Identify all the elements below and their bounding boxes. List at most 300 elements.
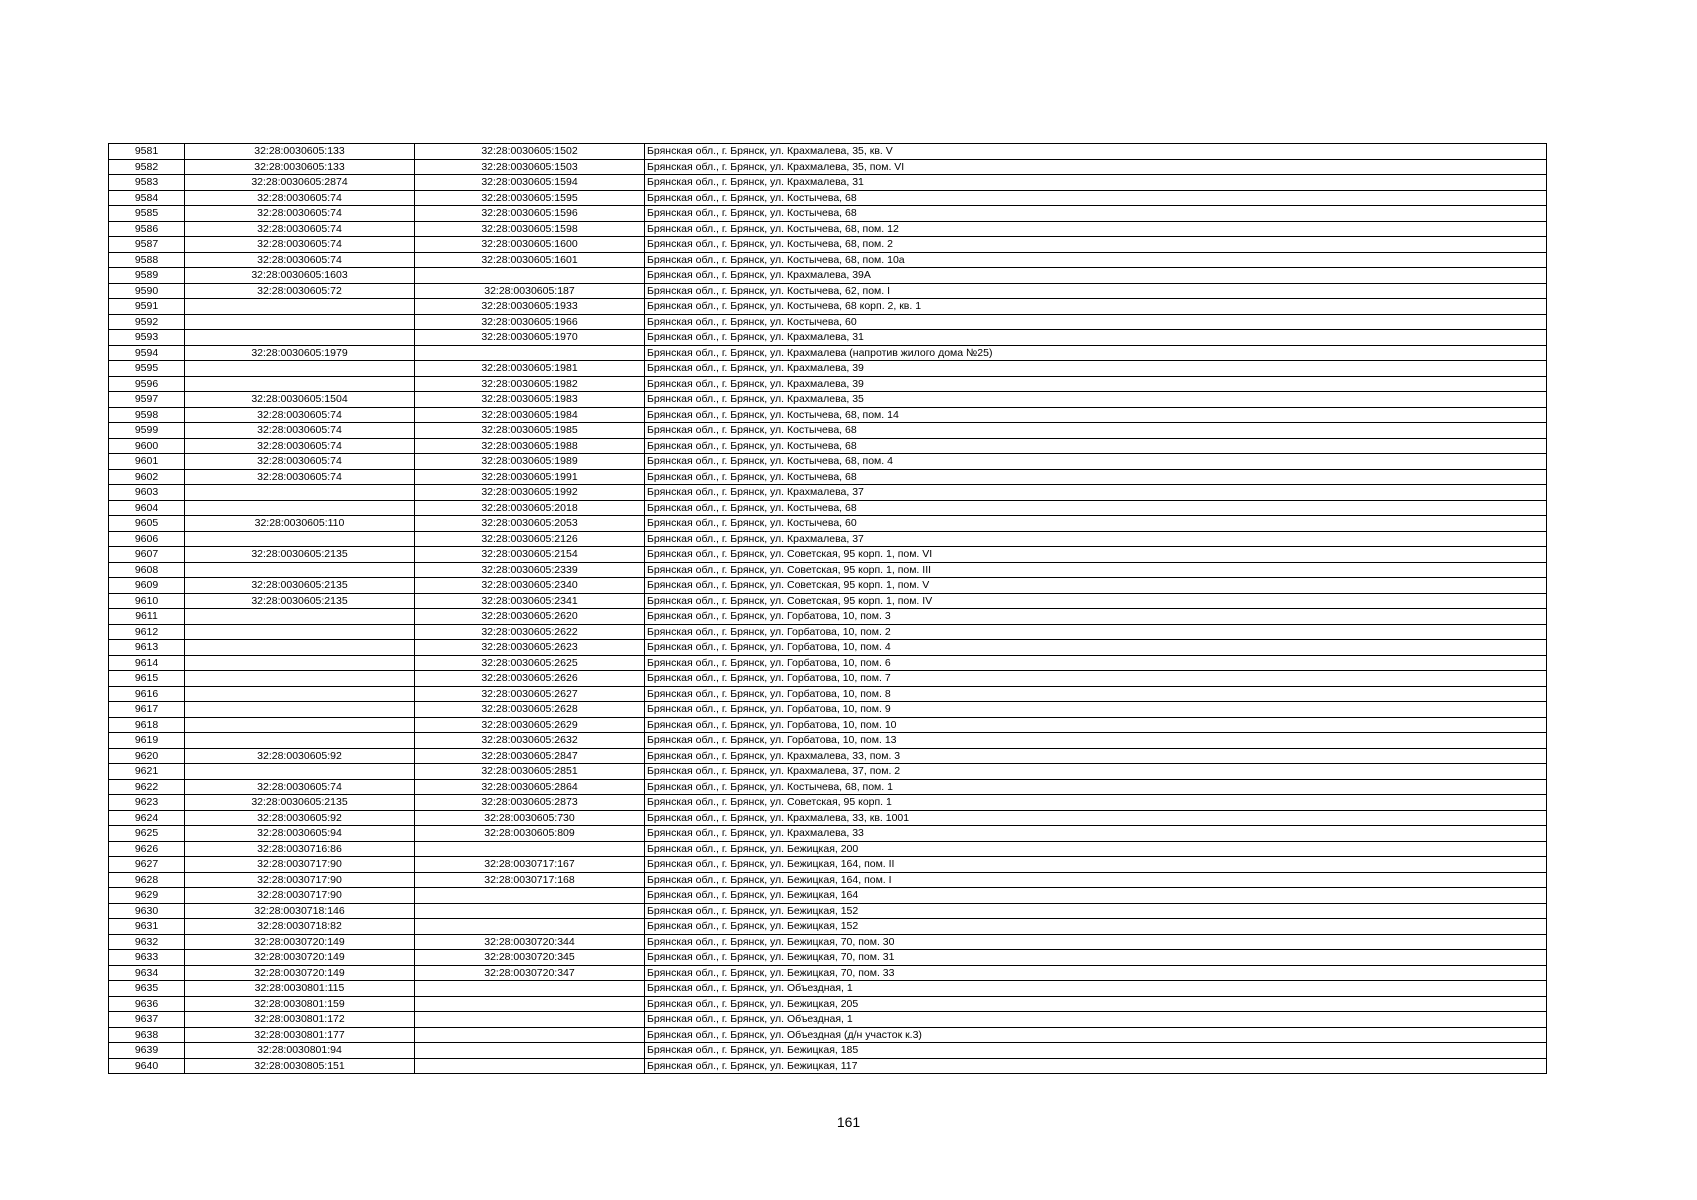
object-cadastral-number-cell: 32:28:0030605:2625 <box>415 655 645 671</box>
row-number-cell: 9612 <box>109 624 185 640</box>
object-cadastral-number-cell <box>415 903 645 919</box>
object-cadastral-number-cell: 32:28:0030605:2154 <box>415 547 645 563</box>
row-number-cell: 9632 <box>109 934 185 950</box>
address-cell: Брянская обл., г. Брянск, ул. Горбатова, 10, пом. 10 <box>645 717 1547 733</box>
table-row <box>109 423 1547 439</box>
row-number-cell: 9623 <box>109 795 185 811</box>
table-row <box>109 1027 1547 1043</box>
table-row <box>109 996 1547 1012</box>
address-cell: Брянская обл., г. Брянск, ул. Крахмалева, 33, кв. 1001 <box>645 810 1547 826</box>
parcel-cadastral-number-cell: 32:28:0030720:149 <box>185 950 415 966</box>
table-row <box>109 283 1547 299</box>
object-cadastral-number-cell: 32:28:0030605:1598 <box>415 221 645 237</box>
table-row <box>109 903 1547 919</box>
parcel-cadastral-number-cell <box>185 330 415 346</box>
parcel-cadastral-number-cell: 32:28:0030605:74 <box>185 206 415 222</box>
table-row <box>109 857 1547 873</box>
row-number-cell: 9611 <box>109 609 185 625</box>
address-cell: Брянская обл., г. Брянск, ул. Костычева, 68 корп. 2, кв. 1 <box>645 299 1547 315</box>
parcel-cadastral-number-cell: 32:28:0030605:74 <box>185 221 415 237</box>
parcel-cadastral-number-cell: 32:28:0030718:146 <box>185 903 415 919</box>
object-cadastral-number-cell: 32:28:0030605:187 <box>415 283 645 299</box>
object-cadastral-number-cell: 32:28:0030605:809 <box>415 826 645 842</box>
table-row <box>109 686 1547 702</box>
address-cell: Брянская обл., г. Брянск, ул. Советская, 95 корп. 1, пом. III <box>645 562 1547 578</box>
table-row <box>109 671 1547 687</box>
parcel-cadastral-number-cell: 32:28:0030605:133 <box>185 144 415 160</box>
parcel-cadastral-number-cell: 32:28:0030717:90 <box>185 888 415 904</box>
address-cell: Брянская обл., г. Брянск, ул. Горбатова, 10, пом. 7 <box>645 671 1547 687</box>
address-cell: Брянская обл., г. Брянск, ул. Костычева, 68, пом. 1 <box>645 779 1547 795</box>
table-row <box>109 500 1547 516</box>
object-cadastral-number-cell: 32:28:0030605:1933 <box>415 299 645 315</box>
address-cell: Брянская обл., г. Брянск, ул. Крахмалева, 35, пом. VI <box>645 159 1547 175</box>
address-cell: Брянская обл., г. Брянск, ул. Бежицкая, 117 <box>645 1058 1547 1074</box>
object-cadastral-number-cell <box>415 919 645 935</box>
address-cell: Брянская обл., г. Брянск, ул. Крахмалева, 37 <box>645 485 1547 501</box>
parcel-cadastral-number-cell: 32:28:0030801:177 <box>185 1027 415 1043</box>
object-cadastral-number-cell: 32:28:0030605:2126 <box>415 531 645 547</box>
parcel-cadastral-number-cell: 32:28:0030605:1504 <box>185 392 415 408</box>
parcel-cadastral-number-cell: 32:28:0030605:92 <box>185 810 415 826</box>
address-cell: Брянская обл., г. Брянск, ул. Советская, 95 корп. 1, пом. IV <box>645 593 1547 609</box>
row-number-cell: 9615 <box>109 671 185 687</box>
parcel-cadastral-number-cell: 32:28:0030605:74 <box>185 469 415 485</box>
address-cell: Брянская обл., г. Брянск, ул. Бежицкая, 205 <box>645 996 1547 1012</box>
table-row <box>109 562 1547 578</box>
table-row <box>109 1043 1547 1059</box>
table-row <box>109 531 1547 547</box>
row-number-cell: 9593 <box>109 330 185 346</box>
object-cadastral-number-cell: 32:28:0030605:1985 <box>415 423 645 439</box>
table-row <box>109 934 1547 950</box>
object-cadastral-number-cell: 32:28:0030605:2628 <box>415 702 645 718</box>
address-cell: Брянская обл., г. Брянск, ул. Бежицкая, 152 <box>645 903 1547 919</box>
table-row <box>109 826 1547 842</box>
parcel-cadastral-number-cell <box>185 531 415 547</box>
parcel-cadastral-number-cell <box>185 764 415 780</box>
address-cell: Брянская обл., г. Брянск, ул. Советская, 95 корп. 1, пом. VI <box>645 547 1547 563</box>
parcel-cadastral-number-cell <box>185 299 415 315</box>
row-number-cell: 9614 <box>109 655 185 671</box>
table-row <box>109 221 1547 237</box>
address-cell: Брянская обл., г. Брянск, ул. Костычева, 68 <box>645 190 1547 206</box>
object-cadastral-number-cell <box>415 981 645 997</box>
address-cell: Брянская обл., г. Брянск, ул. Крахмалева, 37 <box>645 531 1547 547</box>
object-cadastral-number-cell: 32:28:0030605:2018 <box>415 500 645 516</box>
row-number-cell: 9607 <box>109 547 185 563</box>
table-row <box>109 733 1547 749</box>
property-register-table <box>108 143 1547 1074</box>
parcel-cadastral-number-cell: 32:28:0030720:149 <box>185 934 415 950</box>
row-number-cell: 9638 <box>109 1027 185 1043</box>
address-cell: Брянская обл., г. Брянск, ул. Советская, 95 корп. 1, пом. V <box>645 578 1547 594</box>
parcel-cadastral-number-cell: 32:28:0030605:74 <box>185 454 415 470</box>
parcel-cadastral-number-cell <box>185 733 415 749</box>
row-number-cell: 9584 <box>109 190 185 206</box>
parcel-cadastral-number-cell <box>185 500 415 516</box>
table-row <box>109 252 1547 268</box>
parcel-cadastral-number-cell: 32:28:0030605:94 <box>185 826 415 842</box>
address-cell: Брянская обл., г. Брянск, ул. Крахмалева, 35 <box>645 392 1547 408</box>
table-row <box>109 764 1547 780</box>
parcel-cadastral-number-cell: 32:28:0030801:94 <box>185 1043 415 1059</box>
page-number: 161 <box>836 1114 861 1130</box>
row-number-cell: 9634 <box>109 965 185 981</box>
parcel-cadastral-number-cell <box>185 686 415 702</box>
object-cadastral-number-cell: 32:28:0030605:2864 <box>415 779 645 795</box>
table-row <box>109 578 1547 594</box>
address-cell: Брянская обл., г. Брянск, ул. Горбатова, 10, пом. 9 <box>645 702 1547 718</box>
object-cadastral-number-cell: 32:28:0030605:2339 <box>415 562 645 578</box>
object-cadastral-number-cell <box>415 345 645 361</box>
table-row <box>109 795 1547 811</box>
table-row <box>109 872 1547 888</box>
row-number-cell: 9635 <box>109 981 185 997</box>
object-cadastral-number-cell: 32:28:0030605:1982 <box>415 376 645 392</box>
address-cell: Брянская обл., г. Брянск, ул. Костычева, 60 <box>645 516 1547 532</box>
address-cell: Брянская обл., г. Брянск, ул. Крахмалева, 35, кв. V <box>645 144 1547 160</box>
object-cadastral-number-cell: 32:28:0030605:1989 <box>415 454 645 470</box>
object-cadastral-number-cell: 32:28:0030605:2873 <box>415 795 645 811</box>
table-row <box>109 268 1547 284</box>
object-cadastral-number-cell: 32:28:0030605:1970 <box>415 330 645 346</box>
table-row <box>109 919 1547 935</box>
row-number-cell: 9586 <box>109 221 185 237</box>
row-number-cell: 9625 <box>109 826 185 842</box>
parcel-cadastral-number-cell: 32:28:0030717:90 <box>185 857 415 873</box>
parcel-cadastral-number-cell <box>185 655 415 671</box>
row-number-cell: 9605 <box>109 516 185 532</box>
table-row <box>109 237 1547 253</box>
row-number-cell: 9610 <box>109 593 185 609</box>
object-cadastral-number-cell: 32:28:0030605:1595 <box>415 190 645 206</box>
table-row <box>109 593 1547 609</box>
object-cadastral-number-cell: 32:28:0030605:1502 <box>415 144 645 160</box>
address-cell: Брянская обл., г. Брянск, ул. Объездная (д/н участок к.3) <box>645 1027 1547 1043</box>
row-number-cell: 9600 <box>109 438 185 454</box>
address-cell: Брянская обл., г. Брянск, ул. Костычева, 68 <box>645 438 1547 454</box>
parcel-cadastral-number-cell <box>185 562 415 578</box>
parcel-cadastral-number-cell: 32:28:0030605:133 <box>185 159 415 175</box>
object-cadastral-number-cell: 32:28:0030605:2629 <box>415 717 645 733</box>
address-cell: Брянская обл., г. Брянск, ул. Горбатова, 10, пом. 13 <box>645 733 1547 749</box>
address-cell: Брянская обл., г. Брянск, ул. Костычева, 68, пом. 2 <box>645 237 1547 253</box>
row-number-cell: 9640 <box>109 1058 185 1074</box>
object-cadastral-number-cell: 32:28:0030605:2053 <box>415 516 645 532</box>
address-cell: Брянская обл., г. Брянск, ул. Бежицкая, 70, пом. 31 <box>645 950 1547 966</box>
object-cadastral-number-cell: 32:28:0030720:344 <box>415 934 645 950</box>
address-cell: Брянская обл., г. Брянск, ул. Костычева, 68, пом. 10а <box>645 252 1547 268</box>
row-number-cell: 9592 <box>109 314 185 330</box>
table-row <box>109 1012 1547 1028</box>
row-number-cell: 9628 <box>109 872 185 888</box>
parcel-cadastral-number-cell: 32:28:0030718:82 <box>185 919 415 935</box>
table-body <box>109 144 1547 1074</box>
parcel-cadastral-number-cell: 32:28:0030605:1603 <box>185 268 415 284</box>
object-cadastral-number-cell: 32:28:0030605:2620 <box>415 609 645 625</box>
table-row <box>109 330 1547 346</box>
address-cell: Брянская обл., г. Брянск, ул. Бежицкая, 164 <box>645 888 1547 904</box>
row-number-cell: 9637 <box>109 1012 185 1028</box>
parcel-cadastral-number-cell: 32:28:0030805:151 <box>185 1058 415 1074</box>
table-row <box>109 779 1547 795</box>
row-number-cell: 9618 <box>109 717 185 733</box>
object-cadastral-number-cell: 32:28:0030605:1601 <box>415 252 645 268</box>
table-row <box>109 299 1547 315</box>
object-cadastral-number-cell: 32:28:0030605:1966 <box>415 314 645 330</box>
object-cadastral-number-cell <box>415 1012 645 1028</box>
row-number-cell: 9596 <box>109 376 185 392</box>
row-number-cell: 9604 <box>109 500 185 516</box>
address-cell: Брянская обл., г. Брянск, ул. Бежицкая, 200 <box>645 841 1547 857</box>
row-number-cell: 9595 <box>109 361 185 377</box>
parcel-cadastral-number-cell <box>185 624 415 640</box>
parcel-cadastral-number-cell: 32:28:0030605:74 <box>185 252 415 268</box>
parcel-cadastral-number-cell: 32:28:0030801:159 <box>185 996 415 1012</box>
parcel-cadastral-number-cell: 32:28:0030605:74 <box>185 779 415 795</box>
parcel-cadastral-number-cell <box>185 671 415 687</box>
table-row <box>109 454 1547 470</box>
table-row <box>109 516 1547 532</box>
table-row <box>109 981 1547 997</box>
row-number-cell: 9639 <box>109 1043 185 1059</box>
row-number-cell: 9603 <box>109 485 185 501</box>
object-cadastral-number-cell: 32:28:0030605:1992 <box>415 485 645 501</box>
object-cadastral-number-cell: 32:28:0030605:2847 <box>415 748 645 764</box>
parcel-cadastral-number-cell: 32:28:0030605:2874 <box>185 175 415 191</box>
row-number-cell: 9609 <box>109 578 185 594</box>
parcel-cadastral-number-cell: 32:28:0030605:2135 <box>185 795 415 811</box>
object-cadastral-number-cell: 32:28:0030720:347 <box>415 965 645 981</box>
object-cadastral-number-cell <box>415 1043 645 1059</box>
row-number-cell: 9590 <box>109 283 185 299</box>
table-row <box>109 361 1547 377</box>
object-cadastral-number-cell <box>415 1058 645 1074</box>
row-number-cell: 9616 <box>109 686 185 702</box>
table-row <box>109 345 1547 361</box>
object-cadastral-number-cell: 32:28:0030605:1503 <box>415 159 645 175</box>
address-cell: Брянская обл., г. Брянск, ул. Костычева, 68, пом. 12 <box>645 221 1547 237</box>
row-number-cell: 9619 <box>109 733 185 749</box>
parcel-cadastral-number-cell <box>185 485 415 501</box>
object-cadastral-number-cell: 32:28:0030605:1594 <box>415 175 645 191</box>
address-cell: Брянская обл., г. Брянск, ул. Крахмалева, 37, пом. 2 <box>645 764 1547 780</box>
row-number-cell: 9621 <box>109 764 185 780</box>
address-cell: Брянская обл., г. Брянск, ул. Крахмалева, 31 <box>645 175 1547 191</box>
table-row <box>109 314 1547 330</box>
address-cell: Брянская обл., г. Брянск, ул. Костычева, 68, пом. 4 <box>645 454 1547 470</box>
row-number-cell: 9631 <box>109 919 185 935</box>
parcel-cadastral-number-cell: 32:28:0030605:1979 <box>185 345 415 361</box>
row-number-cell: 9591 <box>109 299 185 315</box>
parcel-cadastral-number-cell: 32:28:0030605:110 <box>185 516 415 532</box>
parcel-cadastral-number-cell <box>185 314 415 330</box>
table-row <box>109 624 1547 640</box>
table-row <box>109 392 1547 408</box>
object-cadastral-number-cell: 32:28:0030605:1988 <box>415 438 645 454</box>
object-cadastral-number-cell: 32:28:0030605:2626 <box>415 671 645 687</box>
table-row <box>109 702 1547 718</box>
address-cell: Брянская обл., г. Брянск, ул. Горбатова, 10, пом. 8 <box>645 686 1547 702</box>
address-cell: Брянская обл., г. Брянск, ул. Бежицкая, 152 <box>645 919 1547 935</box>
address-cell: Брянская обл., г. Брянск, ул. Объездная, 1 <box>645 981 1547 997</box>
row-number-cell: 9588 <box>109 252 185 268</box>
parcel-cadastral-number-cell <box>185 609 415 625</box>
table-row <box>109 965 1547 981</box>
address-cell: Брянская обл., г. Брянск, ул. Костычева, 68 <box>645 206 1547 222</box>
address-cell: Брянская обл., г. Брянск, ул. Крахмалева, 39 <box>645 361 1547 377</box>
parcel-cadastral-number-cell <box>185 640 415 656</box>
object-cadastral-number-cell: 32:28:0030605:1984 <box>415 407 645 423</box>
address-cell: Брянская обл., г. Брянск, ул. Бежицкая, 185 <box>645 1043 1547 1059</box>
object-cadastral-number-cell: 32:28:0030605:1600 <box>415 237 645 253</box>
table-row <box>109 190 1547 206</box>
object-cadastral-number-cell <box>415 888 645 904</box>
table-row <box>109 950 1547 966</box>
object-cadastral-number-cell: 32:28:0030605:730 <box>415 810 645 826</box>
address-cell: Брянская обл., г. Брянск, ул. Бежицкая, 70, пом. 33 <box>645 965 1547 981</box>
address-cell: Брянская обл., г. Брянск, ул. Крахмалева, 39А <box>645 268 1547 284</box>
table-row <box>109 717 1547 733</box>
table-row <box>109 609 1547 625</box>
parcel-cadastral-number-cell: 32:28:0030801:115 <box>185 981 415 997</box>
table-row <box>109 547 1547 563</box>
address-cell: Брянская обл., г. Брянск, ул. Горбатова, 10, пом. 6 <box>645 655 1547 671</box>
object-cadastral-number-cell: 32:28:0030605:1596 <box>415 206 645 222</box>
address-cell: Брянская обл., г. Брянск, ул. Костычева, 68 <box>645 500 1547 516</box>
address-cell: Брянская обл., г. Брянск, ул. Крахмалева (напротив жилого дома №25) <box>645 345 1547 361</box>
address-cell: Брянская обл., г. Брянск, ул. Горбатова, 10, пом. 2 <box>645 624 1547 640</box>
row-number-cell: 9624 <box>109 810 185 826</box>
row-number-cell: 9585 <box>109 206 185 222</box>
table-row <box>109 810 1547 826</box>
row-number-cell: 9589 <box>109 268 185 284</box>
object-cadastral-number-cell: 32:28:0030717:168 <box>415 872 645 888</box>
table-row <box>109 407 1547 423</box>
address-cell: Брянская обл., г. Брянск, ул. Горбатова, 10, пом. 3 <box>645 609 1547 625</box>
parcel-cadastral-number-cell: 32:28:0030605:2135 <box>185 593 415 609</box>
table-row <box>109 748 1547 764</box>
row-number-cell: 9606 <box>109 531 185 547</box>
row-number-cell: 9626 <box>109 841 185 857</box>
address-cell: Брянская обл., г. Брянск, ул. Крахмалева, 31 <box>645 330 1547 346</box>
table-row <box>109 841 1547 857</box>
row-number-cell: 9594 <box>109 345 185 361</box>
table-row <box>109 438 1547 454</box>
row-number-cell: 9587 <box>109 237 185 253</box>
parcel-cadastral-number-cell: 32:28:0030605:92 <box>185 748 415 764</box>
address-cell: Брянская обл., г. Брянск, ул. Крахмалева, 33, пом. 3 <box>645 748 1547 764</box>
object-cadastral-number-cell <box>415 268 645 284</box>
row-number-cell: 9602 <box>109 469 185 485</box>
address-cell: Брянская обл., г. Брянск, ул. Костычева, 62, пом. I <box>645 283 1547 299</box>
address-cell: Брянская обл., г. Брянск, ул. Крахмалева, 39 <box>645 376 1547 392</box>
row-number-cell: 9622 <box>109 779 185 795</box>
parcel-cadastral-number-cell: 32:28:0030605:74 <box>185 438 415 454</box>
object-cadastral-number-cell <box>415 996 645 1012</box>
row-number-cell: 9620 <box>109 748 185 764</box>
address-cell: Брянская обл., г. Брянск, ул. Бежицкая, 164, пом. I <box>645 872 1547 888</box>
object-cadastral-number-cell: 32:28:0030605:1991 <box>415 469 645 485</box>
object-cadastral-number-cell <box>415 841 645 857</box>
row-number-cell: 9581 <box>109 144 185 160</box>
parcel-cadastral-number-cell <box>185 361 415 377</box>
table-row <box>109 206 1547 222</box>
table-row <box>109 1058 1547 1074</box>
row-number-cell: 9599 <box>109 423 185 439</box>
address-cell: Брянская обл., г. Брянск, ул. Костычева, 60 <box>645 314 1547 330</box>
table-row <box>109 144 1547 160</box>
table-row <box>109 888 1547 904</box>
row-number-cell: 9629 <box>109 888 185 904</box>
table-row <box>109 655 1547 671</box>
row-number-cell: 9597 <box>109 392 185 408</box>
table-row <box>109 469 1547 485</box>
parcel-cadastral-number-cell: 32:28:0030605:74 <box>185 190 415 206</box>
address-cell: Брянская обл., г. Брянск, ул. Костычева, 68 <box>645 469 1547 485</box>
parcel-cadastral-number-cell <box>185 376 415 392</box>
address-cell: Брянская обл., г. Брянск, ул. Горбатова, 10, пом. 4 <box>645 640 1547 656</box>
object-cadastral-number-cell: 32:28:0030605:2851 <box>415 764 645 780</box>
row-number-cell: 9583 <box>109 175 185 191</box>
row-number-cell: 9627 <box>109 857 185 873</box>
table-row <box>109 485 1547 501</box>
row-number-cell: 9636 <box>109 996 185 1012</box>
row-number-cell: 9617 <box>109 702 185 718</box>
table-row <box>109 376 1547 392</box>
parcel-cadastral-number-cell: 32:28:0030605:2135 <box>185 547 415 563</box>
object-cadastral-number-cell: 32:28:0030605:2341 <box>415 593 645 609</box>
row-number-cell: 9633 <box>109 950 185 966</box>
parcel-cadastral-number-cell: 32:28:0030605:74 <box>185 423 415 439</box>
table-row <box>109 159 1547 175</box>
object-cadastral-number-cell: 32:28:0030717:167 <box>415 857 645 873</box>
object-cadastral-number-cell: 32:28:0030605:2632 <box>415 733 645 749</box>
object-cadastral-number-cell: 32:28:0030605:2340 <box>415 578 645 594</box>
row-number-cell: 9608 <box>109 562 185 578</box>
address-cell: Брянская обл., г. Брянск, ул. Костычева, 68, пом. 14 <box>645 407 1547 423</box>
parcel-cadastral-number-cell: 32:28:0030801:172 <box>185 1012 415 1028</box>
parcel-cadastral-number-cell: 32:28:0030605:74 <box>185 407 415 423</box>
row-number-cell: 9598 <box>109 407 185 423</box>
address-cell: Брянская обл., г. Брянск, ул. Бежицкая, 70, пом. 30 <box>645 934 1547 950</box>
parcel-cadastral-number-cell: 32:28:0030717:90 <box>185 872 415 888</box>
row-number-cell: 9601 <box>109 454 185 470</box>
table-row <box>109 640 1547 656</box>
row-number-cell: 9613 <box>109 640 185 656</box>
object-cadastral-number-cell <box>415 1027 645 1043</box>
parcel-cadastral-number-cell: 32:28:0030605:72 <box>185 283 415 299</box>
row-number-cell: 9630 <box>109 903 185 919</box>
object-cadastral-number-cell: 32:28:0030605:1981 <box>415 361 645 377</box>
object-cadastral-number-cell: 32:28:0030605:2627 <box>415 686 645 702</box>
parcel-cadastral-number-cell: 32:28:0030720:149 <box>185 965 415 981</box>
address-cell: Брянская обл., г. Брянск, ул. Крахмалева, 33 <box>645 826 1547 842</box>
address-cell: Брянская обл., г. Брянск, ул. Советская, 95 корп. 1 <box>645 795 1547 811</box>
address-cell: Брянская обл., г. Брянск, ул. Объездная, 1 <box>645 1012 1547 1028</box>
table-row <box>109 175 1547 191</box>
parcel-cadastral-number-cell: 32:28:0030605:74 <box>185 237 415 253</box>
object-cadastral-number-cell: 32:28:0030605:1983 <box>415 392 645 408</box>
object-cadastral-number-cell: 32:28:0030605:2623 <box>415 640 645 656</box>
parcel-cadastral-number-cell: 32:28:0030716:86 <box>185 841 415 857</box>
parcel-cadastral-number-cell <box>185 702 415 718</box>
address-cell: Брянская обл., г. Брянск, ул. Бежицкая, 164, пом. II <box>645 857 1547 873</box>
row-number-cell: 9582 <box>109 159 185 175</box>
parcel-cadastral-number-cell <box>185 717 415 733</box>
object-cadastral-number-cell: 32:28:0030720:345 <box>415 950 645 966</box>
